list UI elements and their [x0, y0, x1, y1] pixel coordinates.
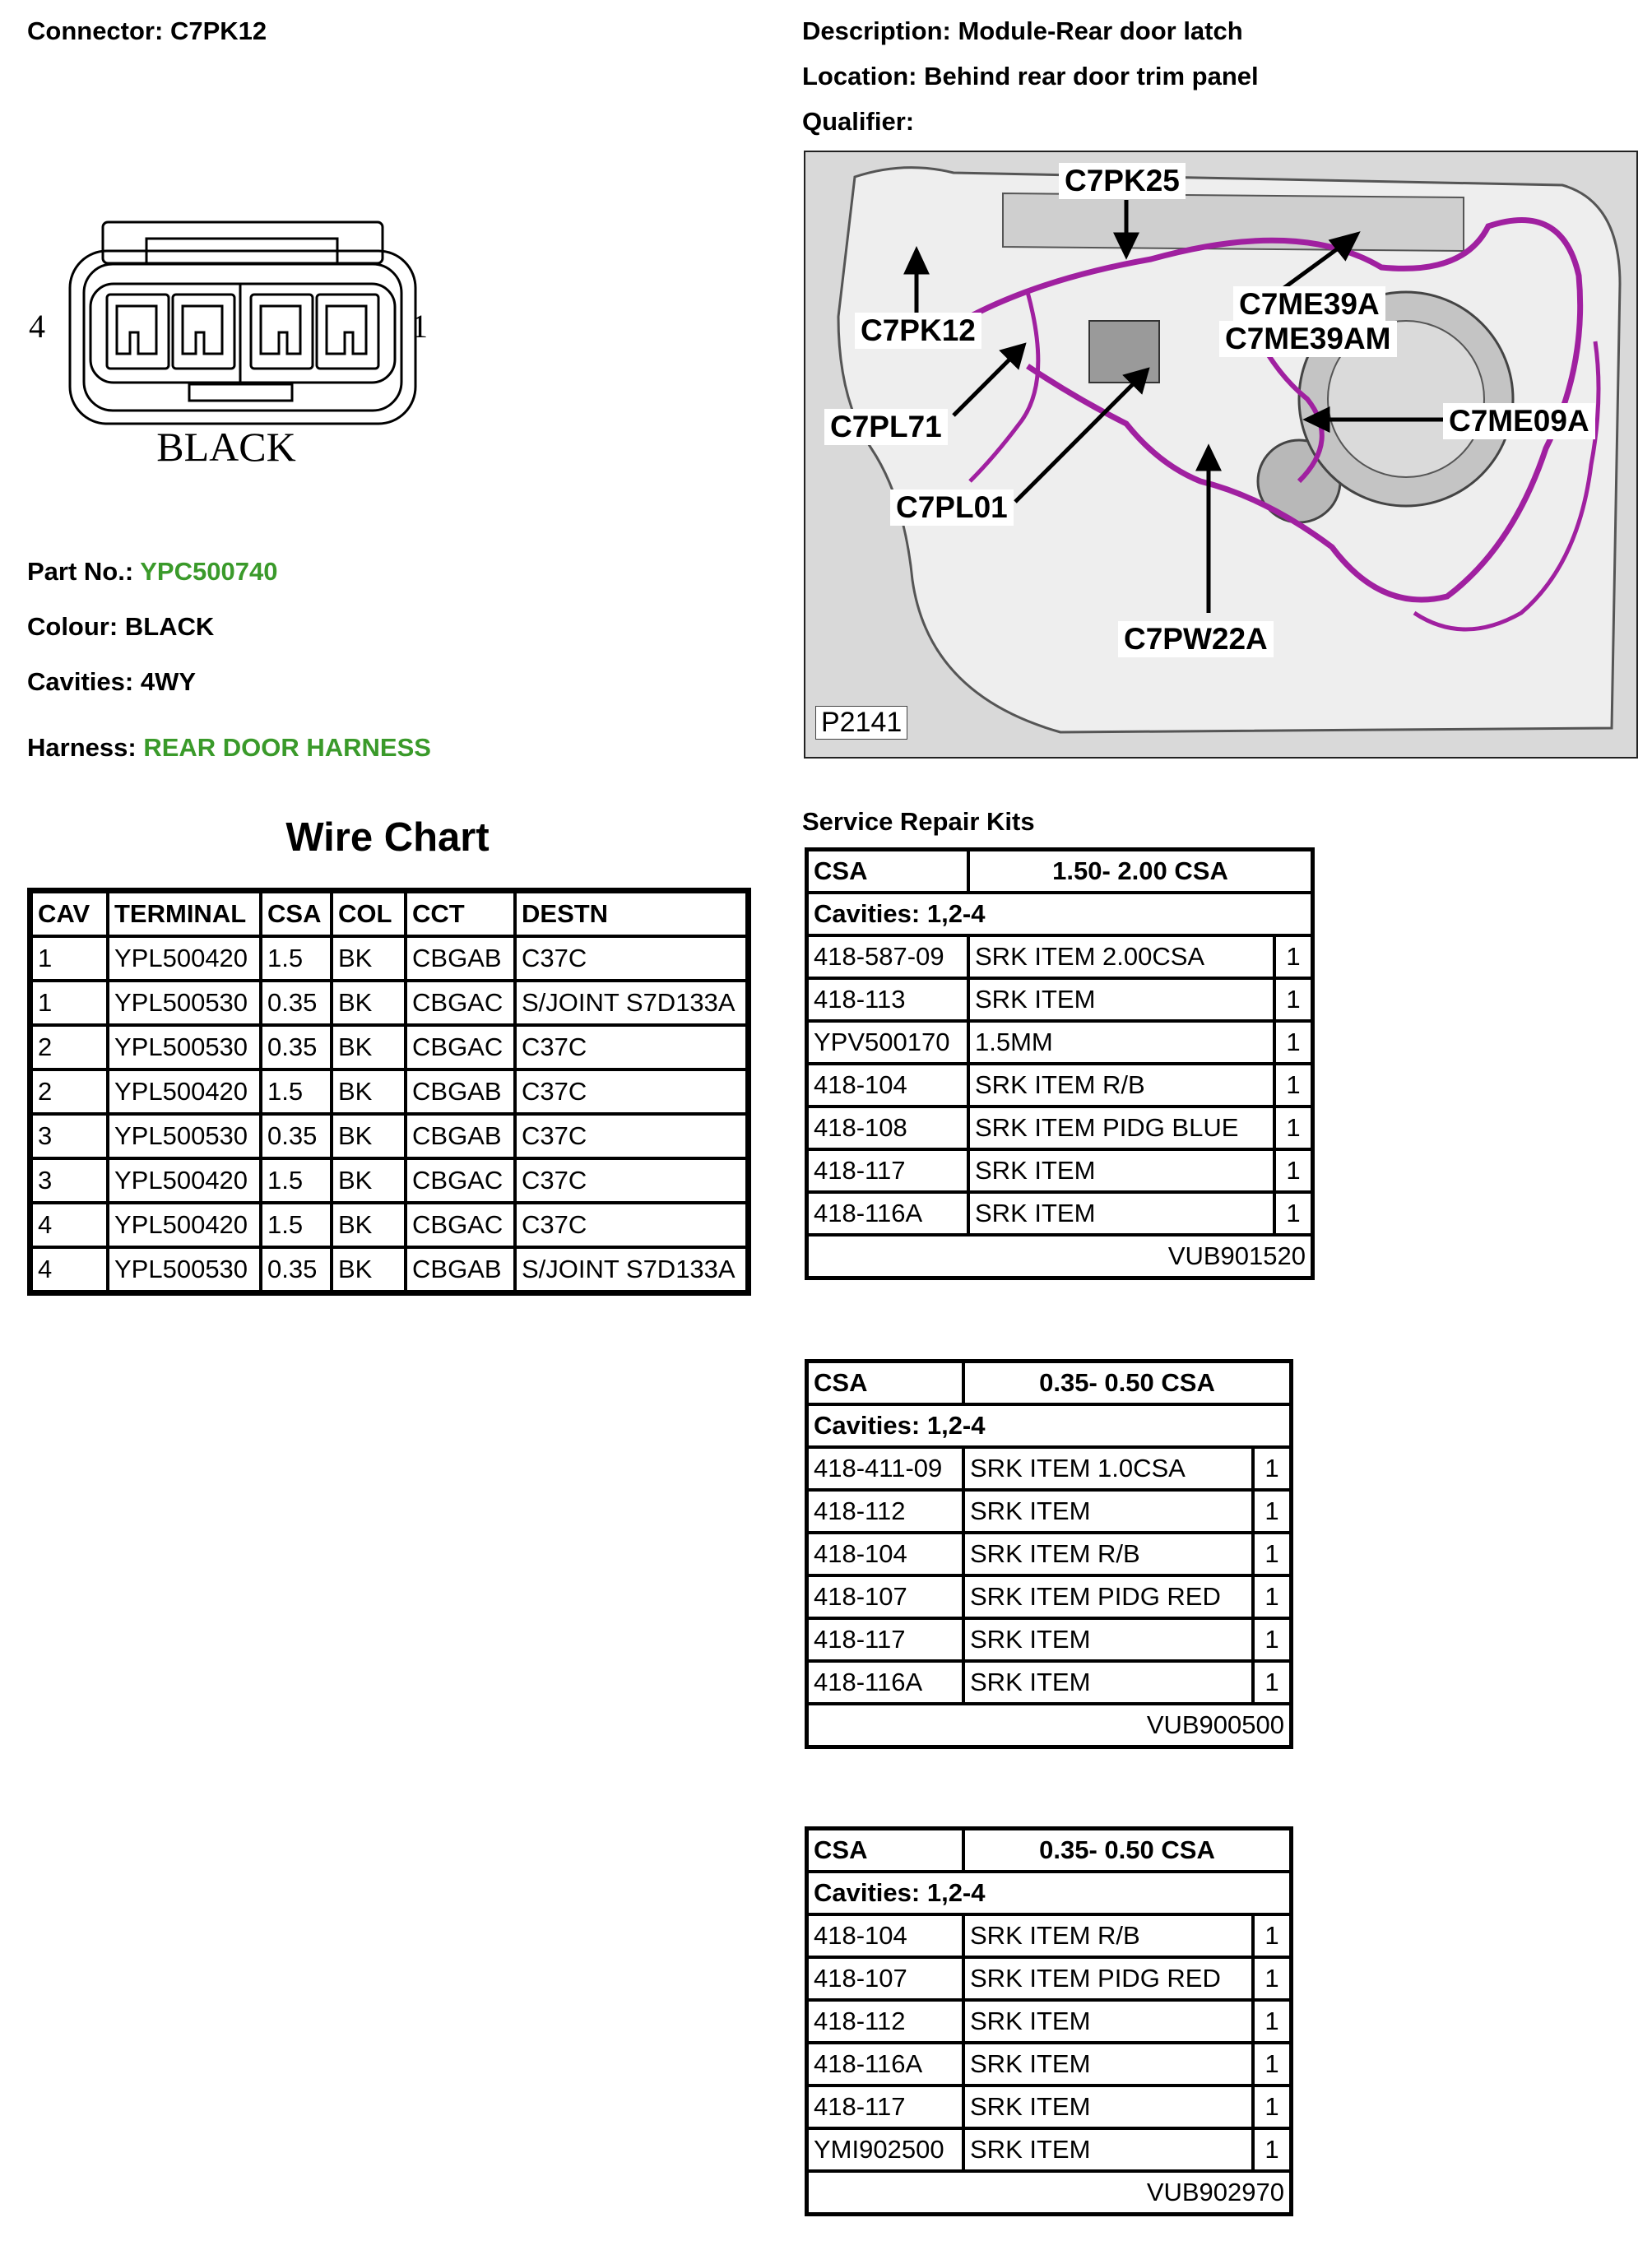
table-cell: 4	[31, 1247, 108, 1292]
kit-part-number: 418-116A	[807, 1192, 969, 1235]
kit-item-qty: 1	[1253, 2086, 1292, 2128]
kit-item-qty: 1	[1274, 935, 1313, 978]
photo-reference: P2141	[815, 706, 907, 740]
table-cell: CBGAC	[406, 1203, 515, 1247]
kit-part-number: 418-117	[807, 1149, 969, 1192]
kit-part-number: YMI902500	[807, 2128, 964, 2171]
cavity-4	[107, 295, 169, 369]
table-cell: YPL500530	[108, 1114, 261, 1158]
kit-item-row	[807, 2128, 1292, 2171]
table-cell: YPL500420	[108, 1069, 261, 1114]
colour-label: Colour:	[27, 612, 118, 641]
table-row	[31, 936, 747, 981]
col-destn: DESTN	[515, 892, 747, 936]
connector-label: Connector:	[27, 16, 164, 45]
location-value: Behind rear door trim panel	[924, 62, 1259, 90]
kit-item-qty: 1	[1253, 1661, 1292, 1704]
kit-item-qty: 1	[1253, 2000, 1292, 2043]
table-cell: YPL500530	[108, 1247, 261, 1292]
kit-item-row	[807, 935, 1313, 978]
service-kit-table	[805, 1826, 1293, 2216]
table-cell: CBGAB	[406, 1069, 515, 1114]
table-cell: C37C	[515, 1025, 747, 1069]
cavity-1	[317, 295, 378, 369]
connector-colour-caption: BLACK	[156, 424, 296, 470]
colour-line	[27, 612, 214, 642]
kit-part-number: 418-411-09	[807, 1447, 964, 1490]
kit-part-number: 418-104	[807, 1914, 964, 1957]
col-terminal: TERMINAL	[108, 892, 261, 936]
kit-part-number: 418-108	[807, 1107, 969, 1149]
kit-part-number: 418-107	[807, 1575, 964, 1618]
kit-item-qty: 1	[1253, 1447, 1292, 1490]
kit-item-description: SRK ITEM R/B	[963, 1533, 1253, 1575]
table-row	[31, 1069, 747, 1114]
table-cell: 1.5	[261, 1203, 332, 1247]
connector-heading	[27, 16, 267, 46]
col-csa: CSA	[261, 892, 332, 936]
kit-item-description: 1.5MM	[968, 1021, 1274, 1064]
kit-cavities-row	[807, 1404, 1292, 1447]
kit-part-number: 418-116A	[807, 2043, 964, 2086]
kit-item-row	[807, 1149, 1313, 1192]
table-cell: CBGAC	[406, 1158, 515, 1203]
table-cell: 0.35	[261, 1025, 332, 1069]
photo-label-c7pk12: C7PK12	[855, 313, 981, 349]
kit-part-number: 418-112	[807, 1490, 964, 1533]
table-row	[31, 1247, 747, 1292]
table-cell: 0.35	[261, 981, 332, 1025]
qualifier-label: Qualifier:	[802, 107, 915, 136]
table-cell: YPL500530	[108, 981, 261, 1025]
kit-item-description: SRK ITEM	[963, 1490, 1253, 1533]
wire-chart-header-row	[31, 892, 747, 936]
table-cell: YPL500420	[108, 1203, 261, 1247]
kit-item-row	[807, 1618, 1292, 1661]
kit-cavities: Cavities: 1,2-4	[807, 1872, 1292, 1914]
connector-face-drawing	[25, 210, 452, 481]
kit-csa-label: CSA	[807, 1829, 964, 1872]
kit-item-description: SRK ITEM R/B	[968, 1064, 1274, 1107]
table-cell: BK	[332, 1158, 406, 1203]
kit-item-description: SRK ITEM	[968, 978, 1274, 1021]
location-line	[802, 62, 1259, 91]
table-cell: 1.5	[261, 936, 332, 981]
cavity-3	[173, 295, 234, 369]
table-cell: BK	[332, 981, 406, 1025]
table-row	[31, 1203, 747, 1247]
table-row	[31, 1025, 747, 1069]
table-cell: CBGAC	[406, 1025, 515, 1069]
kit-item-qty: 1	[1253, 1914, 1292, 1957]
col-col: COL	[332, 892, 406, 936]
kit-csa-range: 0.35- 0.50 CSA	[963, 1362, 1292, 1405]
kit-cavities-row	[807, 1872, 1292, 1914]
service-kit-table	[805, 847, 1315, 1280]
service-kits-title: Service Repair Kits	[802, 807, 1035, 836]
door-illustration	[805, 152, 1636, 757]
kit-number: VUB902970	[807, 2171, 1292, 2215]
part-number-link[interactable]: YPC500740	[140, 557, 278, 586]
kit-csa-row	[807, 1829, 1292, 1872]
harness-line	[27, 733, 431, 763]
table-cell: 0.35	[261, 1114, 332, 1158]
col-cav: CAV	[31, 892, 108, 936]
kit-csa-row	[807, 1362, 1292, 1405]
table-row	[31, 1158, 747, 1203]
kit-csa-row	[807, 850, 1313, 893]
kit-csa-range: 1.50- 2.00 CSA	[968, 850, 1313, 893]
table-cell: BK	[332, 936, 406, 981]
kit-item-qty: 1	[1253, 2043, 1292, 2086]
photo-label-c7me39am: C7ME39AM	[1219, 321, 1397, 357]
kit-part-number: 418-117	[807, 1618, 964, 1661]
kit-item-qty: 1	[1253, 1957, 1292, 2000]
kit-item-qty: 1	[1274, 1192, 1313, 1235]
kit-cavities: Cavities: 1,2-4	[807, 1404, 1292, 1447]
harness-link[interactable]: REAR DOOR HARNESS	[143, 733, 431, 762]
cavities-line	[27, 667, 196, 697]
kit-item-row	[807, 1914, 1292, 1957]
kit-item-qty: 1	[1253, 2128, 1292, 2171]
kit-number-row	[807, 2171, 1292, 2215]
table-cell: CBGAC	[406, 981, 515, 1025]
table-cell: C37C	[515, 1069, 747, 1114]
photo-label-c7me09a: C7ME09A	[1443, 403, 1595, 439]
kit-part-number: 418-116A	[807, 1661, 964, 1704]
kit-item-description: SRK ITEM	[963, 2043, 1253, 2086]
kit-number-row	[807, 1235, 1313, 1278]
kit-item-description: SRK ITEM	[963, 2000, 1253, 2043]
kit-item-description: SRK ITEM	[968, 1192, 1274, 1235]
kit-csa-range: 0.35- 0.50 CSA	[963, 1829, 1292, 1872]
kit-item-description: SRK ITEM PIDG BLUE	[968, 1107, 1274, 1149]
kit-item-row	[807, 1533, 1292, 1575]
kit-item-description: SRK ITEM PIDG RED	[963, 1957, 1253, 2000]
table-cell: 3	[31, 1114, 108, 1158]
kit-item-qty: 1	[1274, 978, 1313, 1021]
location-label: Location:	[802, 62, 917, 90]
table-cell: S/JOINT S7D133A	[515, 981, 747, 1025]
kit-item-row	[807, 1575, 1292, 1618]
table-cell: 2	[31, 1069, 108, 1114]
kit-item-qty: 1	[1253, 1575, 1292, 1618]
location-photo	[804, 151, 1638, 759]
kit-number: VUB901520	[807, 1235, 1313, 1278]
kit-csa-label: CSA	[807, 1362, 964, 1405]
table-cell: C37C	[515, 936, 747, 981]
table-cell: C37C	[515, 1158, 747, 1203]
table-cell: 1.5	[261, 1069, 332, 1114]
pin-4-marker: 4	[29, 308, 45, 345]
kit-item-description: SRK ITEM R/B	[963, 1914, 1253, 1957]
colour-value: BLACK	[124, 612, 215, 641]
kit-item-row	[807, 1957, 1292, 2000]
kit-item-qty: 1	[1253, 1533, 1292, 1575]
kit-item-row	[807, 1661, 1292, 1704]
kit-item-row	[807, 1107, 1313, 1149]
table-row	[31, 1114, 747, 1158]
kit-number-row	[807, 1704, 1292, 1747]
col-cct: CCT	[406, 892, 515, 936]
table-cell: BK	[332, 1069, 406, 1114]
kit-item-row	[807, 1447, 1292, 1490]
table-cell: 2	[31, 1025, 108, 1069]
kit-item-row	[807, 1192, 1313, 1235]
kit-part-number: 418-107	[807, 1957, 964, 2000]
pin-1-marker: 1	[411, 308, 428, 345]
cavities-label: Cavities:	[27, 667, 134, 696]
kit-item-row	[807, 2086, 1292, 2128]
kit-part-number: 418-104	[807, 1064, 969, 1107]
kit-item-row	[807, 1021, 1313, 1064]
description-label: Description:	[802, 16, 951, 45]
table-cell: YPL500530	[108, 1025, 261, 1069]
table-cell: S/JOINT S7D133A	[515, 1247, 747, 1292]
table-cell: 4	[31, 1203, 108, 1247]
table-cell: YPL500420	[108, 936, 261, 981]
table-cell: CBGAB	[406, 1114, 515, 1158]
kit-part-number: 418-587-09	[807, 935, 969, 978]
kit-cavities: Cavities: 1,2-4	[807, 893, 1313, 935]
kit-csa-label: CSA	[807, 850, 969, 893]
table-cell: CBGAB	[406, 1247, 515, 1292]
kit-item-qty: 1	[1274, 1107, 1313, 1149]
photo-label-c7pl01: C7PL01	[890, 489, 1014, 526]
qualifier-line	[802, 107, 914, 137]
table-cell: CBGAB	[406, 936, 515, 981]
kit-item-description: SRK ITEM 2.00CSA	[968, 935, 1274, 978]
service-kit-table	[805, 1359, 1293, 1749]
cavities-value: 4WY	[140, 667, 197, 696]
kit-item-row	[807, 2000, 1292, 2043]
kit-item-row	[807, 1490, 1292, 1533]
kit-item-description: SRK ITEM	[963, 2128, 1253, 2171]
wire-chart-title: Wire Chart	[285, 815, 490, 860]
kit-part-number: 418-117	[807, 2086, 964, 2128]
kit-part-number: 418-113	[807, 978, 969, 1021]
photo-label-c7me39a: C7ME39A	[1233, 286, 1385, 322]
connector-value: C7PK12	[169, 16, 267, 45]
kit-item-qty: 1	[1253, 1490, 1292, 1533]
table-cell: BK	[332, 1114, 406, 1158]
kit-item-row	[807, 2043, 1292, 2086]
part-number-line	[27, 557, 277, 587]
photo-label-c7pk25: C7PK25	[1059, 163, 1186, 199]
table-cell: C37C	[515, 1203, 747, 1247]
table-cell: BK	[332, 1247, 406, 1292]
kit-part-number: 418-104	[807, 1533, 964, 1575]
photo-label-c7pw22a: C7PW22A	[1118, 621, 1274, 657]
wire-chart-table	[27, 888, 751, 1296]
table-cell: BK	[332, 1025, 406, 1069]
kit-item-description: SRK ITEM	[963, 1661, 1253, 1704]
kit-item-description: SRK ITEM	[963, 1618, 1253, 1661]
kit-item-qty: 1	[1253, 1618, 1292, 1661]
kit-item-description: SRK ITEM	[963, 2086, 1253, 2128]
kit-item-description: SRK ITEM	[968, 1149, 1274, 1192]
kit-item-description: SRK ITEM PIDG RED	[963, 1575, 1253, 1618]
kit-item-description: SRK ITEM 1.0CSA	[963, 1447, 1253, 1490]
table-cell: 1.5	[261, 1158, 332, 1203]
kit-part-number: 418-112	[807, 2000, 964, 2043]
table-cell: 1	[31, 936, 108, 981]
kit-item-row	[807, 1064, 1313, 1107]
kit-part-number: YPV500170	[807, 1021, 969, 1064]
harness-label: Harness:	[27, 733, 137, 762]
table-cell: BK	[332, 1203, 406, 1247]
table-cell: 3	[31, 1158, 108, 1203]
cavity-2	[251, 295, 313, 369]
table-cell: 1	[31, 981, 108, 1025]
kit-number: VUB900500	[807, 1704, 1292, 1747]
description-value: Module-Rear door latch	[958, 16, 1243, 45]
part-number-label: Part No.:	[27, 557, 134, 586]
table-cell: C37C	[515, 1114, 747, 1158]
kit-item-qty: 1	[1274, 1064, 1313, 1107]
photo-label-c7pl71: C7PL71	[824, 409, 948, 445]
kit-item-qty: 1	[1274, 1021, 1313, 1064]
kit-item-qty: 1	[1274, 1149, 1313, 1192]
table-cell: YPL500420	[108, 1158, 261, 1203]
kit-cavities-row	[807, 893, 1313, 935]
table-row	[31, 981, 747, 1025]
description-line	[802, 16, 1243, 46]
table-cell: 0.35	[261, 1247, 332, 1292]
kit-item-row	[807, 978, 1313, 1021]
